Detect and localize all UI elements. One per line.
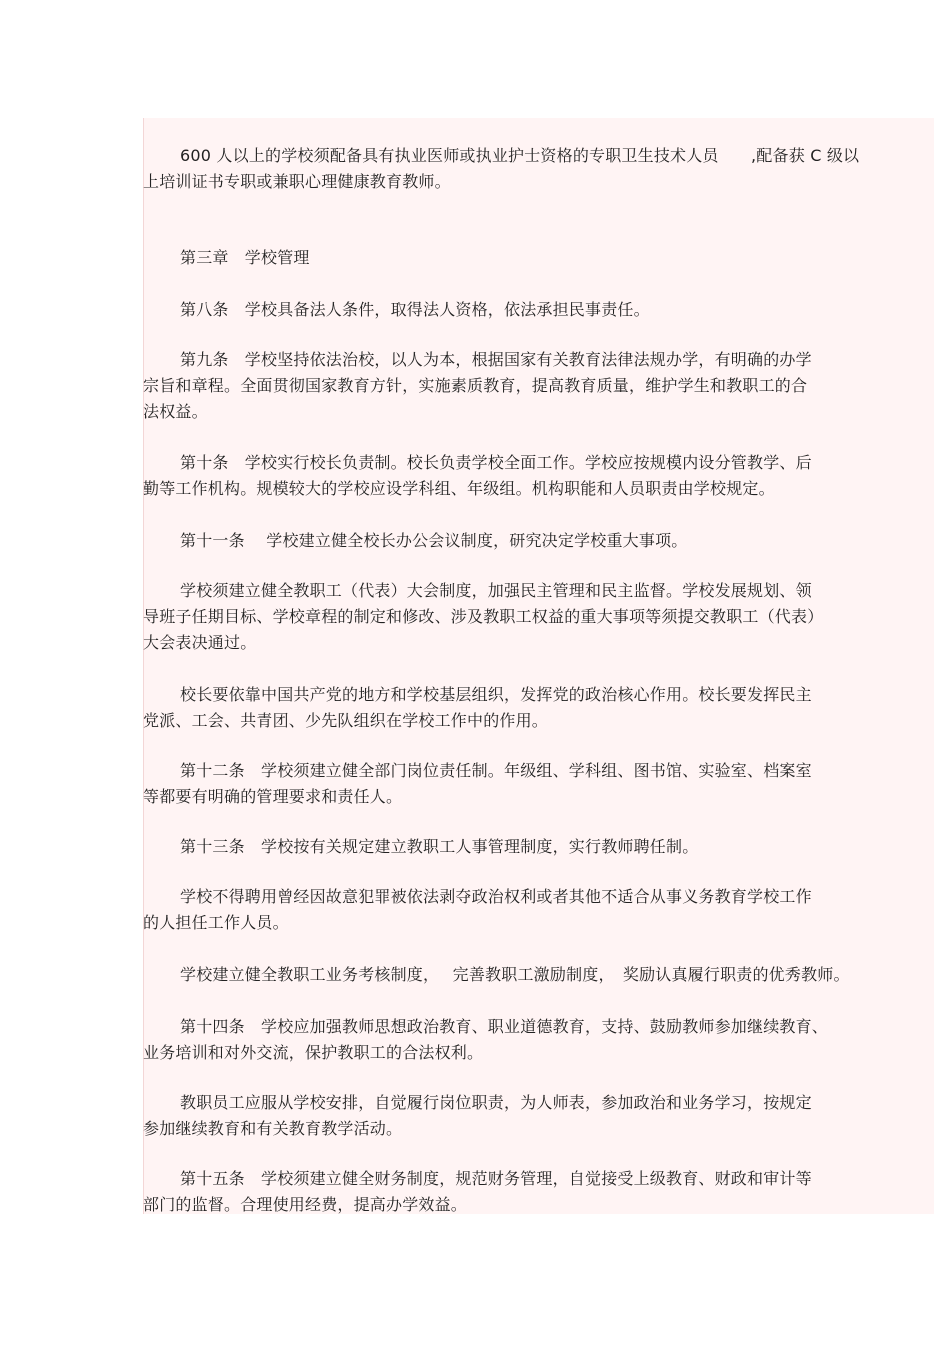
text-line: 学校不得聘用曾经因故意犯罪被依法剥夺政治权利或者其他不适合从事义务教育学校工作 <box>180 887 812 906</box>
text-line: 宗旨和章程。全面贯彻国家教育方针，实施素质教育，提高教育质量，维护学生和教职工的合 <box>143 376 808 395</box>
chapter-heading <box>143 245 933 271</box>
text-line: 等都要有明确的管理要求和责任人。 <box>143 787 403 806</box>
paragraph-health-staff <box>143 143 933 195</box>
text-line: 上培训证书专职或兼职心理健康教育教师。 <box>143 172 451 191</box>
text-line: 勤等工作机构。规模较大的学校应设学科组、年级组。机构职能和人员职责由学校规定。 <box>143 479 775 498</box>
text-line: 的人担任工作人员。 <box>143 913 289 932</box>
text-line: 业务培训和对外交流，保护教职工的合法权利。 <box>143 1043 484 1062</box>
text-line: 教职员工应服从学校安排，自觉履行岗位职责，为人师表，参加政治和业务学习，按规定 <box>180 1093 812 1112</box>
article-14 <box>143 1014 933 1066</box>
article-10 <box>143 450 933 502</box>
paragraph-staff-duties <box>143 1090 933 1142</box>
paragraph-hiring-restriction <box>143 884 933 936</box>
article-9 <box>143 347 933 425</box>
paragraph-principal-party <box>143 682 933 734</box>
text-line: 第十条 学校实行校长负责制。校长负责学校全面工作。学校应按规模内设分管教学、后 <box>180 453 812 472</box>
text-line: 600 人以上的学校须配备具有执业医师或执业护士资格的专职卫生技术人员 ,配备获 C 级以 <box>180 146 860 165</box>
article-15 <box>143 1166 933 1218</box>
text-line: 党派、工会、共青团、少先队组织在学校工作中的作用。 <box>143 711 549 730</box>
article-12 <box>143 758 933 810</box>
text-line: 第九条 学校坚持依法治校，以人为本，根据国家有关教育法律法规办学，有明确的办学 <box>180 350 812 369</box>
text-line: 第十一条 学校建立健全校长办公会议制度，研究决定学校重大事项。 <box>180 531 688 550</box>
text-line: 第十二条 学校须建立健全部门岗位责任制。年级组、学科组、图书馆、实验室、档案室 <box>180 761 812 780</box>
text-line: 第三章 学校管理 <box>180 248 310 267</box>
text-line: 第十四条 学校应加强教师思想政治教育、职业道德教育，支持、鼓励教师参加继续教育、 <box>180 1017 829 1036</box>
text-line: 第十五条 学校须建立健全财务制度，规范财务管理，自觉接受上级教育、财政和审计等 <box>180 1169 812 1188</box>
text-line: 校长要依靠中国共产党的地方和学校基层组织，发挥党的政治核心作用。校长要发挥民主 <box>180 685 812 704</box>
text-line: 学校建立健全教职工业务考核制度， 完善教职工激励制度， 奖励认真履行职责的优秀教师。 <box>180 965 850 984</box>
article-8 <box>143 297 933 323</box>
article-11 <box>143 528 933 554</box>
text-line: 法权益。 <box>143 402 208 421</box>
paragraph-staff-congress <box>143 578 933 656</box>
text-line: 大会表决通过。 <box>143 633 257 652</box>
text-line: 第八条 学校具备法人条件，取得法人资格，依法承担民事责任。 <box>180 300 650 319</box>
text-line: 参加继续教育和有关教育教学活动。 <box>143 1119 403 1138</box>
text-line: 导班子任期目标、学校章程的制定和修改、涉及教职工权益的重大事项等须提交教职工（代表） <box>143 607 824 626</box>
text-line: 学校须建立健全教职工（代表）大会制度，加强民主管理和民主监督。学校发展规划、领 <box>180 581 812 600</box>
text-line: 第十三条 学校按有关规定建立教职工人事管理制度，实行教师聘任制。 <box>180 837 699 856</box>
paragraph-assessment-system <box>143 962 933 988</box>
article-13 <box>143 834 933 860</box>
text-line: 部门的监督。合理使用经费，提高办学效益。 <box>143 1195 468 1214</box>
